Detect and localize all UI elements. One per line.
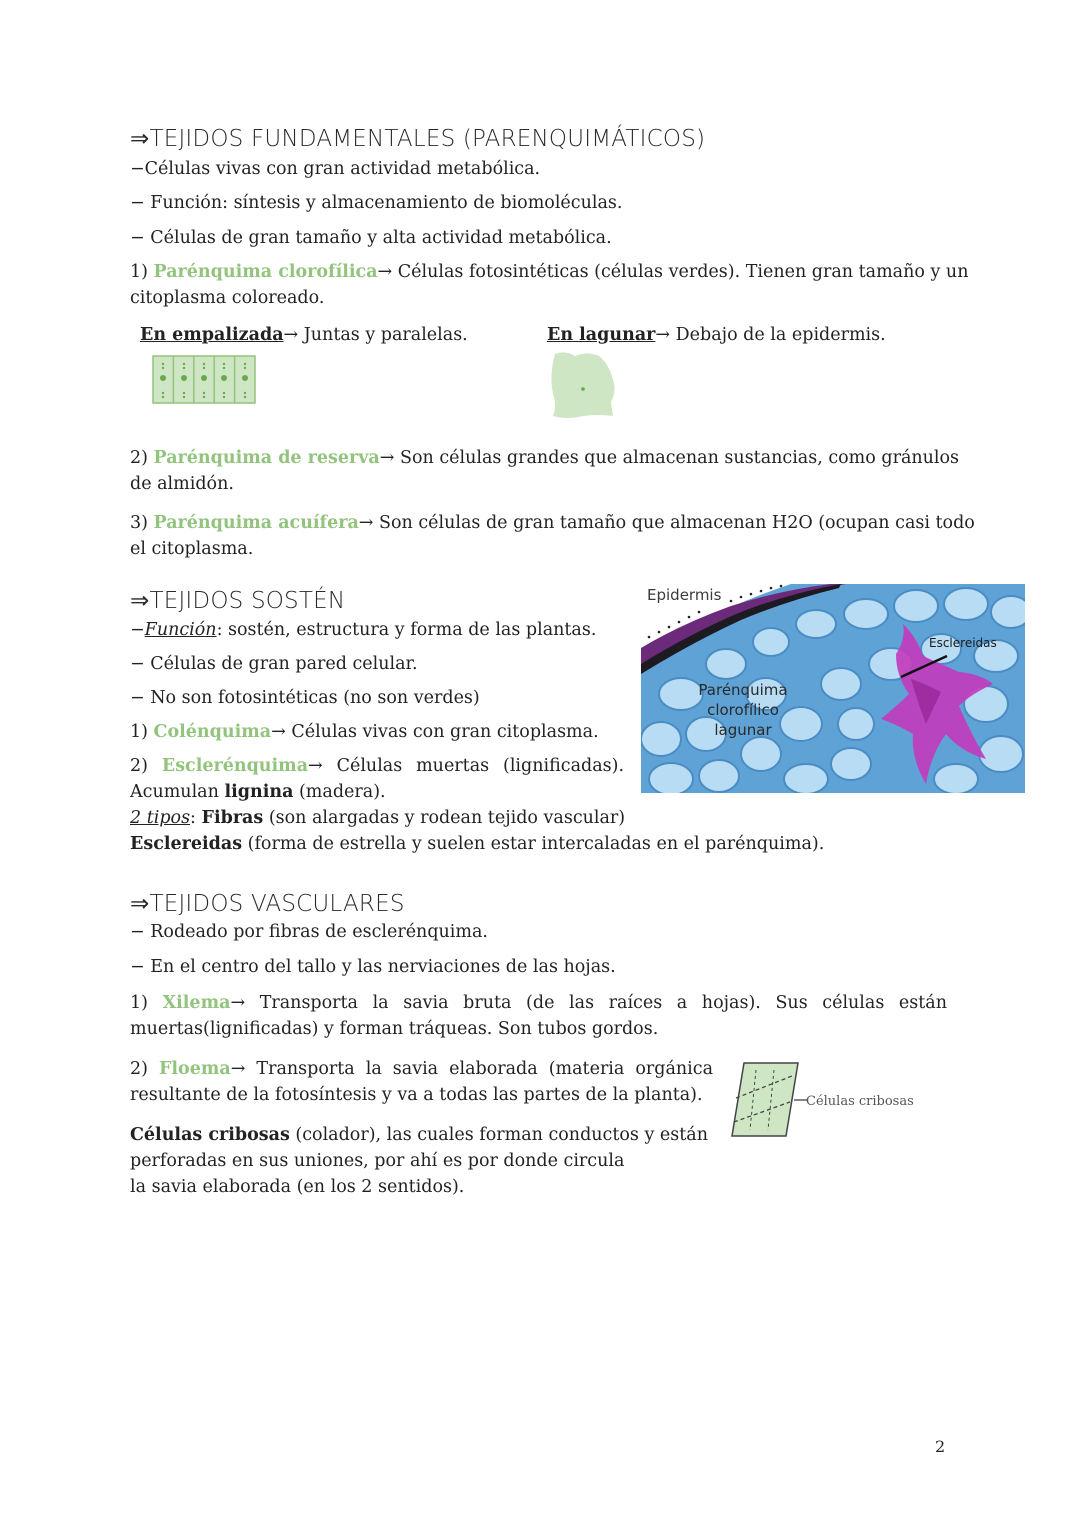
bullet-line: − Función: síntesis y almacenamiento de biomoléculas. — [130, 193, 623, 213]
paragraph-cribosas — [130, 1122, 708, 1148]
paragraph-floema — [130, 1056, 713, 1082]
paragraph-clorofilica — [130, 259, 968, 285]
page-number: 2 — [935, 1437, 946, 1456]
text: (colador), las cuales forman conductos y están — [289, 1125, 708, 1145]
item-number: 2) — [130, 1059, 159, 1079]
bullet-line: − En el centro del tallo y las nerviaciones de las hojas. — [130, 957, 616, 977]
text: → Transporta la savia elaborada (materia orgánica — [230, 1059, 713, 1079]
paragraph-colenquima — [130, 719, 599, 745]
bullet-line: − Células de gran pared celular. — [130, 654, 418, 674]
paragraph-text: la savia elaborada (en los 2 sentidos). — [130, 1177, 465, 1197]
paragraph-text: → Células fotosintéticas (células verdes). Tienen gran tamaño y un — [377, 262, 969, 282]
paragraph-tipos — [130, 805, 625, 831]
item-number: 1) — [130, 993, 163, 1013]
section-title-sosten: ⇒TEJIDOS SOSTÉN — [130, 588, 346, 614]
label-epidermis: Epidermis — [647, 586, 722, 604]
paragraph-text: resultante de la fotosíntesis y va a todas las partes de la planta). — [130, 1085, 703, 1105]
paragraph-text: → Debajo de la epidermis. — [655, 325, 886, 345]
item-number: 1) — [130, 262, 154, 282]
text: (forma de estrella y suelen estar intercaladas en el parénquima). — [242, 834, 825, 854]
term-esclerenquima: Esclerénquima — [161, 756, 309, 776]
term-2-tipos: 2 tipos — [130, 808, 191, 828]
paragraph-text: : sostén, estructura y forma de las plantas. — [216, 620, 597, 640]
term-celulas-cribosas: Células cribosas — [130, 1125, 290, 1145]
empalizada-line — [140, 322, 468, 348]
dash: − — [130, 620, 145, 640]
term-funcion: Función — [144, 620, 217, 640]
item-number: 2) — [130, 756, 162, 776]
paragraph-text: → Células muertas (lignificadas). — [308, 756, 625, 776]
section-title-fundamentales: ⇒TEJIDOS FUNDAMENTALES (PARENQUIMÁTICOS) — [130, 126, 706, 152]
paragraph-reserva — [130, 445, 959, 471]
term-xilema: Xilema — [162, 993, 231, 1013]
label-lagunar: lagunar — [714, 721, 772, 739]
paragraph-xilema — [130, 990, 947, 1016]
bullet-line: − Rodeado por fibras de esclerénquima. — [130, 922, 488, 942]
section-title-vasculares: ⇒TEJIDOS VASCULARES — [130, 891, 405, 917]
text: (son alargadas y rodean tejido vascular) — [263, 808, 626, 828]
label-clorofilico: clorofílico — [707, 701, 779, 719]
item-number: 1) — [130, 722, 154, 742]
bullet-line: −Células vivas con gran actividad metabólica. — [130, 159, 541, 179]
paragraph-text: → Son células de gran tamaño que almacenan H2O (ocupan casi todo — [358, 513, 975, 533]
lagunar-cell-diagram — [547, 350, 619, 420]
term-floema: Floema — [158, 1059, 231, 1079]
term-parenquima-reserva: Parénquima de reserva — [153, 448, 380, 468]
lagunar-line — [547, 322, 886, 348]
term-en-empalizada: En empalizada — [140, 325, 284, 345]
micrograph-image — [641, 584, 1025, 793]
term-parenquima-acuifera: Parénquima acuífera — [153, 513, 359, 533]
bullet-line: − Células de gran tamaño y alta actividad metabólica. — [130, 228, 612, 248]
term-lignina: lignina — [224, 782, 294, 802]
text: : — [190, 808, 202, 828]
label-esclereidas: Esclereidas — [929, 636, 997, 650]
paragraph-text: muertas(lignificadas) y forman tráqueas. Son tubos gordos. — [130, 1019, 659, 1039]
term-fibras: Fibras — [201, 808, 264, 828]
item-number: 2) — [130, 448, 154, 468]
label-parenquima: Parénquima — [698, 681, 788, 699]
text: → Transporta la savia bruta (de las raíces a hojas). Sus células están — [230, 993, 947, 1013]
text: Acumulan — [130, 782, 225, 802]
paragraph-esclereidas — [130, 831, 824, 857]
bullet-line: − No son fotosintéticas (no son verdes) — [130, 688, 480, 708]
text: (madera). — [293, 782, 386, 802]
paragraph-text: → Son células grandes que almacenan sustancias, como gránulos — [379, 448, 960, 468]
paragraph-text — [130, 779, 386, 805]
paragraph-acuifera — [130, 510, 975, 536]
label-celulas-cribosas: Células cribosas — [806, 1094, 914, 1109]
paragraph-text: perforadas en sus uniones, por ahí es por donde circula — [130, 1151, 625, 1171]
paragraph-text: citoplasma coloreado. — [130, 288, 325, 308]
item-number: 3) — [130, 513, 154, 533]
term-esclereidas: Esclereidas — [130, 834, 243, 854]
paragraph-text: → Juntas y paralelas. — [283, 325, 468, 345]
paragraph-esclerenquima — [130, 753, 624, 779]
term-parenquima-clorofilica: Parénquima clorofílica — [153, 262, 378, 282]
paragraph-text: el citoplasma. — [130, 539, 254, 559]
paragraph-text: → Células vivas con gran citoplasma. — [271, 722, 599, 742]
paragraph-text: de almidón. — [130, 474, 234, 494]
celulas-cribosas-diagram — [728, 1060, 918, 1142]
empalizada-cells-diagram — [152, 355, 258, 405]
term-en-lagunar: En lagunar — [547, 325, 656, 345]
term-colenquima: Colénquima — [153, 722, 272, 742]
bullet-line — [130, 617, 596, 643]
